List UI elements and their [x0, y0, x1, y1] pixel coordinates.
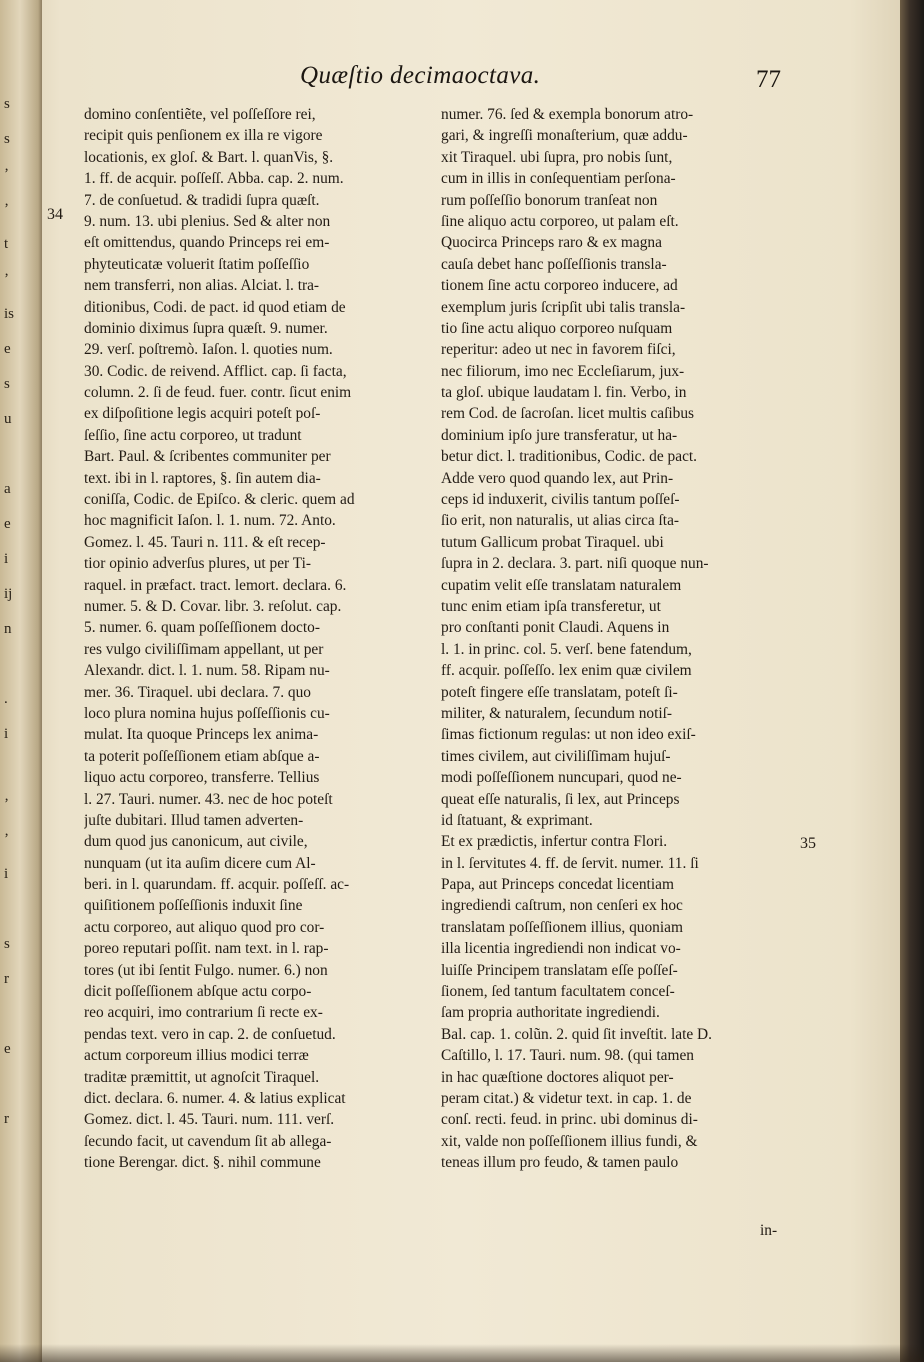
text-line: Papa, aut Princeps concedat licentiam [441, 876, 674, 894]
page-edge-shadow [900, 0, 924, 1362]
margin-section-number: 34 [47, 206, 63, 223]
facing-page-glyph: i [4, 551, 9, 567]
text-line: liquo actu corporeo, transferre. Tellius [84, 769, 320, 787]
text-line: teneas illum pro feudo, & tamen paulo [441, 1154, 679, 1172]
text-line: ex diſpoſitione legis acquiri poteſt poſ- [84, 405, 321, 423]
text-line: tores (ut ibi ſentit Fulgo. numer. 6.) non [84, 961, 328, 979]
facing-page-glyph: e [4, 341, 11, 357]
text-line: tionem ſine actu corporeo inducere, ad [441, 277, 678, 295]
text-line: in l. ſervitutes 4. ff. de ſervit. numer. 11. ſi [441, 854, 699, 872]
text-line: ſio erit, non naturalis, ut alias circa ſta- [441, 512, 680, 530]
text-line: raquel. in præfact. tract. lemort. declara. 6. [84, 576, 347, 594]
text-line: text. ibi in l. raptores, §. ſin autem dia- [84, 469, 321, 487]
text-line: ſionem, ſed tantum facultatem conceſ- [441, 983, 675, 1001]
text-line: ſam propria authoritate ingrediendi. [441, 1004, 660, 1022]
text-line: quiſitionem poſſeſſionis induxit ſine [84, 897, 303, 915]
margin-section-number: 35 [800, 835, 816, 852]
text-line: nec filiorum, imo nec Eccleſiarum, jux- [441, 362, 685, 380]
text-line: reo acquiri, imo contrarium ſi recte ex- [84, 1004, 323, 1022]
text-line: 30. Codic. de reivend. Afflict. cap. ſi facta, [84, 362, 347, 380]
text-line: tio ſine actu aliquo corporeo nuſquam [441, 319, 673, 337]
text-line: Alexandr. dict. l. 1. num. 58. Ripam nu- [84, 662, 330, 680]
text-line: dum quod jus canonicum, aut civile, [84, 833, 308, 851]
text-line: id ſtatuant, & exprimant. [441, 811, 593, 829]
text-line: 7. de conſuetud. & tradidi ſupra quæſt. [84, 191, 320, 209]
text-line: ceps id induxerit, civilis tantum poſſeſ- [441, 491, 680, 509]
text-line: ſecundo facit, ut cavendum ſit ab allega- [84, 1132, 332, 1150]
text-line: pendas text. vero in cap. 2. de conſuetud. [84, 1025, 336, 1043]
text-line: reperitur: adeo ut nec in favorem fiſci, [441, 341, 676, 359]
text-line: times civilem, aut civiliſſimam hujuſ- [441, 747, 671, 765]
facing-page-glyph: u [4, 411, 12, 427]
text-line: modi poſſeſſionem nuncupari, quod ne- [441, 769, 682, 787]
text-line: ſeſſio, ſine actu corporeo, ut tradunt [84, 426, 302, 444]
text-line: phyteuticatæ voluerit ſtatim poſſeſſio [84, 255, 310, 273]
running-header-title: Quæſtio decimaoctava. [300, 62, 541, 89]
text-line: ingrediendi caſtrum, non cenſeri ex hoc [441, 897, 683, 915]
text-line: Bal. cap. 1. colũn. 2. quid ſit inveſtit. late D. [441, 1025, 712, 1043]
text-line: loco plura nomina hujus poſſeſſionis cu- [84, 704, 330, 722]
text-line: numer. 5. & D. Covar. libr. 3. reſolut. cap. [84, 597, 342, 615]
text-line: nunquam (ut ita auſim dicere cum Al- [84, 854, 316, 872]
facing-page-glyph: ij [4, 586, 13, 602]
text-line: dominio diximus ſupra quæſt. 9. numer. [84, 319, 328, 337]
facing-page-glyph: is [4, 306, 15, 322]
text-line: exemplum juris ſcripſit ubi talis transla- [441, 298, 686, 316]
text-line: dominium ipſo jure transferatur, ut ha- [441, 426, 678, 444]
text-line: column. 2. ſi de feud. fuer. contr. ſicut enim [84, 384, 352, 402]
text-line: luiſſe Principem translatam eſſe poſſeſ- [441, 961, 678, 979]
text-line: cupatim velit eſſe translatam naturalem [441, 576, 682, 594]
facing-page-glyph: i [4, 866, 9, 882]
text-line: conſ. recti. feud. in princ. ubi dominus di- [441, 1111, 698, 1129]
text-line: l. 1. in princ. col. 5. verſ. bene fatendum, [441, 640, 692, 658]
facing-page-glyph: r [4, 1111, 9, 1127]
text-line: rum poſſeſſio bonorum tranſeat non [441, 191, 658, 209]
text-line: actu corporeo, aut aliquo quod pro cor- [84, 918, 325, 936]
text-line: locationis, ex gloſ. & Bart. l. quanVis, §. [84, 148, 334, 166]
text-line: traditæ præmittit, ut agnoſcit Tiraquel. [84, 1068, 320, 1086]
facing-page-glyph: ’ [4, 831, 9, 847]
text-line: l. 27. Tauri. numer. 43. nec de hoc poteſt [84, 790, 333, 808]
text-line: dicit poſſeſſionem abſque actu corpo- [84, 983, 312, 1001]
text-line: pro conſtanti ponit Claudi. Aquens in [441, 619, 670, 637]
facing-page-glyph: s [4, 96, 10, 112]
text-line: juſte dubitari. Illud tamen adverten- [84, 811, 304, 829]
facing-page-glyph: n [4, 621, 12, 637]
facing-page-glyph: e [4, 1041, 11, 1057]
facing-page-edge [0, 0, 42, 1362]
text-line: 1. ff. de acquir. poſſeſſ. Abba. cap. 2. num. [84, 170, 344, 188]
text-line: queat eſſe naturalis, ſi lex, aut Princeps [441, 790, 680, 808]
text-line: tutum Gallicum probat Tiraquel. ubi [441, 533, 664, 551]
text-line: Bart. Paul. & ſcribentes communiter per [84, 448, 331, 466]
text-line: tione Berengar. dict. §. nihil commune [84, 1154, 321, 1172]
text-line: betur dict. l. traditionibus, Codic. de pact. [441, 448, 698, 466]
text-line: Quocirca Princeps raro & ex magna [441, 234, 662, 252]
text-line: poteſt fingere eſſe translatam, poteſt ſi- [441, 683, 678, 701]
left-text-column [84, 104, 416, 1174]
facing-page-glyph: a [4, 481, 11, 497]
text-line: poreo reputari poſſit. nam text. in l. rap- [84, 940, 329, 958]
text-line: domino conſentiẽte, vel poſſeſſore rei, [84, 106, 316, 123]
text-line: ſine aliquo actu corporeo, ut palam eſt. [441, 212, 679, 230]
facing-page-glyph: s [4, 936, 10, 952]
facing-page-glyph: s [4, 376, 10, 392]
right-text-column [441, 104, 793, 1174]
text-line: hoc magnificit Iaſon. l. 1. num. 72. Anto. [84, 512, 336, 530]
facing-page-glyph: ’ [4, 166, 9, 182]
facing-page-glyph: . [4, 691, 8, 707]
text-line: ta poterit poſſeſſionem etiam abſque a- [84, 747, 320, 765]
text-line: xit Tiraquel. ubi ſupra, pro nobis ſunt, [441, 148, 673, 166]
text-line: Gomez. dict. l. 45. Tauri. num. 111. verſ. [84, 1111, 335, 1129]
text-line: numer. 76. ſed & exempla bonorum atro- [441, 106, 694, 123]
text-line: cauſa debet hanc poſſeſſionis transla- [441, 255, 667, 273]
text-line: 5. numer. 6. quam poſſeſſionem docto- [84, 619, 320, 637]
text-line: recipit quis penſionem ex illa re vigore [84, 127, 323, 145]
text-line: tior opinio adverſus plures, ut per Ti- [84, 555, 311, 573]
text-line: res vulgo civiliſſimam appellant, ut per [84, 640, 324, 658]
text-line: Adde vero quod quando lex, aut Prin- [441, 469, 674, 487]
page-bottom-shadow [0, 1344, 924, 1362]
text-line: ditionibus, Codi. de pact. id quod etiam de [84, 298, 346, 316]
text-line: nem transferri, non alias. Alciat. l. tra- [84, 277, 320, 295]
text-line: translatam poſſeſſionem illius, quoniam [441, 918, 683, 936]
facing-page-glyph: ’ [4, 201, 9, 217]
text-line: eſt omittendus, quando Princeps rei em- [84, 234, 330, 252]
text-line: 29. verſ. poſtremò. Iaſon. l. quoties num. [84, 341, 333, 359]
text-line: cum in illis in conſequentiam perſona- [441, 170, 676, 188]
facing-page-glyph: ’ [4, 796, 9, 812]
facing-page-glyph: i [4, 726, 9, 742]
text-line: ta gloſ. ubique laudatam l. fin. Verbo, in [441, 384, 687, 402]
text-line: in hac quæſtione doctores aliquot per- [441, 1068, 674, 1086]
text-line: dict. declara. 6. numer. 4. & latius explicat [84, 1089, 346, 1107]
text-line: mer. 36. Tiraquel. ubi declara. 7. quo [84, 683, 311, 701]
facing-page-glyph: t [4, 236, 9, 252]
text-line: Caſtillo, l. 17. Tauri. num. 98. (qui tamen [441, 1047, 694, 1065]
text-line: rem Cod. de ſacroſan. licet multis caſibus [441, 405, 695, 423]
text-line: coniſſa, Codic. de Epiſco. & cleric. quem ad [84, 491, 355, 509]
facing-page-glyph: r [4, 971, 9, 987]
text-line: mulat. Ita quoque Princeps lex anima- [84, 726, 319, 744]
facing-page-glyph: s [4, 131, 10, 147]
facing-page-glyph: e [4, 516, 11, 532]
text-line: ſimas fictionum regulas: ut non ideo exiſ- [441, 726, 696, 744]
catchword: in- [760, 1222, 778, 1239]
facing-page-glyph: ’ [4, 271, 9, 287]
text-line: 9. num. 13. ubi plenius. Sed & alter non [84, 212, 331, 230]
text-line: militer, & naturalem, ſecundum notiſ- [441, 704, 673, 722]
text-line: beri. in l. quarundam. ff. acquir. poſſeſſ. ac- [84, 876, 350, 894]
text-line: ff. acquir. poſſeſſo. lex enim quæ civilem [441, 662, 692, 680]
text-line: tunc enim etiam ipſa transferetur, ut [441, 597, 661, 615]
text-line: ſupra in 2. declara. 3. part. niſi quoque nun- [441, 555, 709, 573]
text-line: peram citat.) & videtur text. in cap. 1. de [441, 1089, 692, 1107]
text-line: Gomez. l. 45. Tauri n. 111. & eſt recep- [84, 533, 326, 551]
text-line: gari, & ingreſſi monaſterium, quæ addu- [441, 127, 688, 145]
text-line: Et ex prædictis, infertur contra Flori. [441, 833, 668, 851]
text-line: xit, valde non poſſeſſionem illius fundi, & [441, 1132, 698, 1150]
text-line: actum corporeum illius modici terræ [84, 1047, 309, 1065]
text-line: illa licentia ingrediendi non indicat vo- [441, 940, 681, 958]
page-number: 77 [756, 66, 781, 93]
